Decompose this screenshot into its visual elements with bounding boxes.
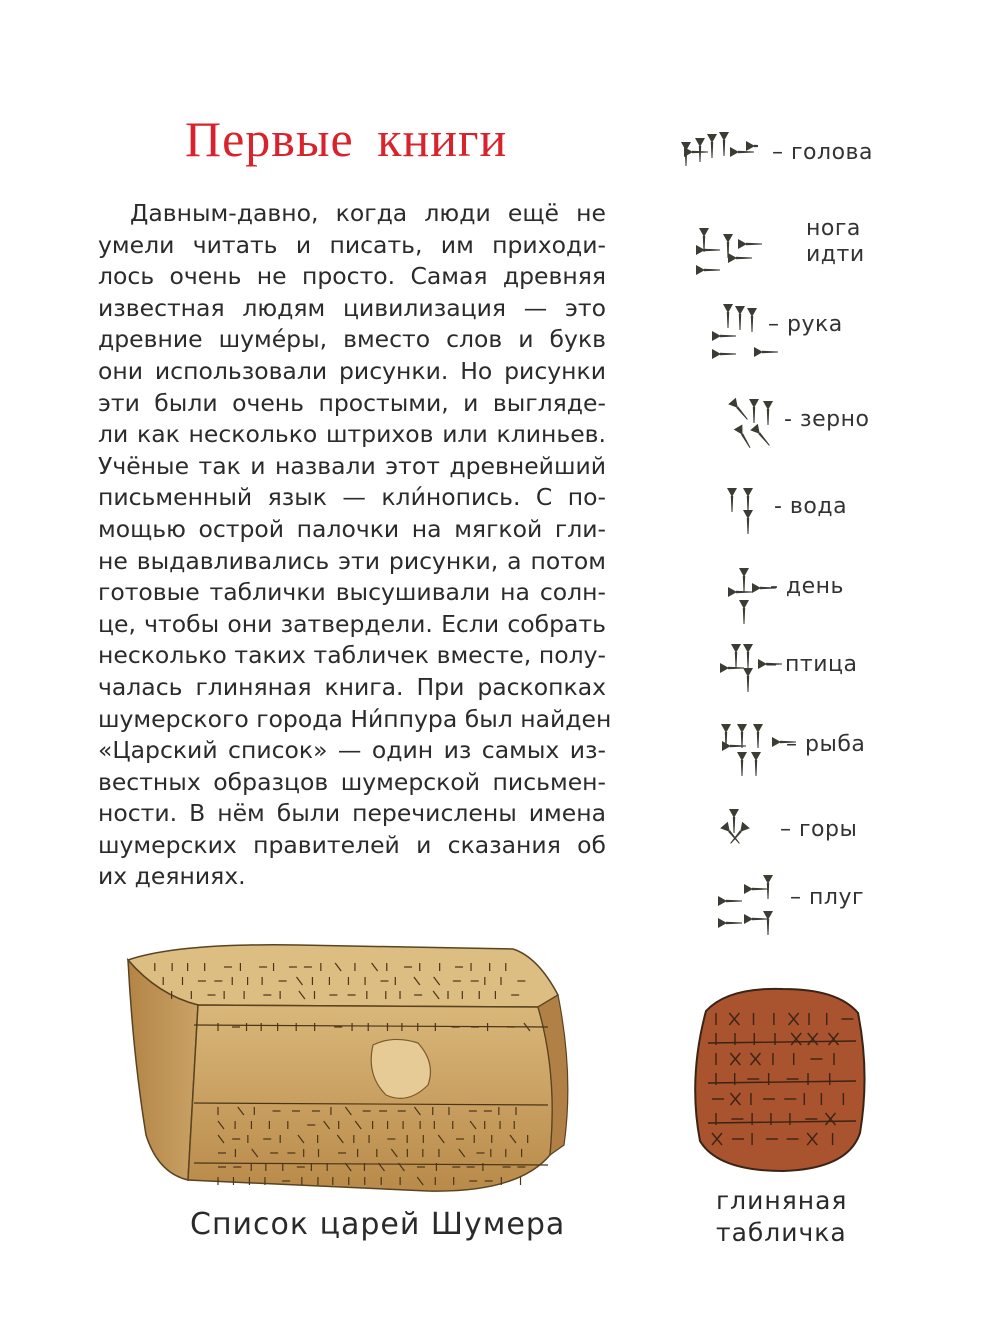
paragraph-line: ности. В нём были перечислены имена: [98, 799, 606, 828]
paragraph-line: умели читать и писать, им приходи-: [98, 230, 606, 259]
paragraph-line: лось очень не просто. Самая древняя: [98, 262, 606, 291]
clay-tablet-caption-line1: глиняная: [716, 1186, 848, 1215]
legend-label: – птица: [766, 652, 858, 677]
paragraph-line: древние шуме́ры, вместо слов и букв: [98, 325, 606, 354]
paragraph-line: шумерского города Ни́ппура был найден: [98, 704, 612, 733]
paragraph-line: ли как несколько штрихов или клиньев.: [98, 420, 606, 449]
paragraph-line: Учёные так и назвали этот древнейший: [98, 451, 606, 480]
legend-label: – голова: [772, 140, 873, 165]
leg-cuneiform-icon: [690, 222, 770, 302]
paragraph-line: шумерских правителей и сказания об: [98, 830, 606, 859]
legend-label: – горы: [780, 817, 858, 842]
sumerian-king-list-prism-illustration: [118, 935, 578, 1205]
legend-label: – рыба: [786, 732, 866, 757]
paragraph-line: мощью острой палочки на мягкой гли-: [98, 514, 606, 543]
clay-tablet-caption-line2: табличка: [716, 1218, 847, 1247]
paragraph-line: чалась глиняная книга. При раскопках: [98, 672, 606, 701]
paragraph-line: вестных образцов шумерской письмен-: [98, 767, 606, 796]
paragraph-line: це, чтобы они затвердели. Если собрать: [98, 609, 606, 638]
paragraph-line: не выдавливались эти рисунки, а потом: [98, 546, 606, 575]
king-list-caption: Список царей Шумера: [190, 1207, 566, 1242]
paragraph-line: Давным-давно, когда люди ещё не: [130, 199, 606, 227]
paragraph-line: их деяниях.: [98, 862, 246, 891]
legend-label: - вода: [774, 494, 848, 519]
legend-label: – рука: [768, 312, 843, 337]
legend-label: - день: [770, 574, 845, 599]
main-paragraph: [98, 198, 612, 893]
plough-cuneiform-icon: [712, 873, 792, 953]
clay-tablet-illustration: [688, 983, 870, 1175]
legend-label: нога идти: [806, 216, 865, 267]
paragraph-line: они использовали рисунки. Но рисунки: [98, 356, 606, 385]
legend-label: - зерно: [784, 407, 870, 432]
paragraph-line: несколько таких табличек вместе, полу-: [98, 641, 606, 670]
paragraph-line: «Царский список» — один из самых из-: [98, 736, 606, 765]
head-cuneiform-icon: [678, 128, 758, 208]
paragraph-line: эти были очень простыми, и выгляде-: [98, 388, 606, 417]
legend-label: – плуг: [790, 885, 865, 910]
paragraph-line: письменный язык — кли́нопись. С по-: [98, 483, 606, 512]
paragraph-line: известная людям цивилизация — это: [98, 293, 606, 322]
fish-cuneiform-icon: [716, 720, 796, 800]
page-title: Первые книги: [185, 111, 508, 167]
paragraph-line: готовые таблички высушивали на солн-: [98, 578, 606, 607]
